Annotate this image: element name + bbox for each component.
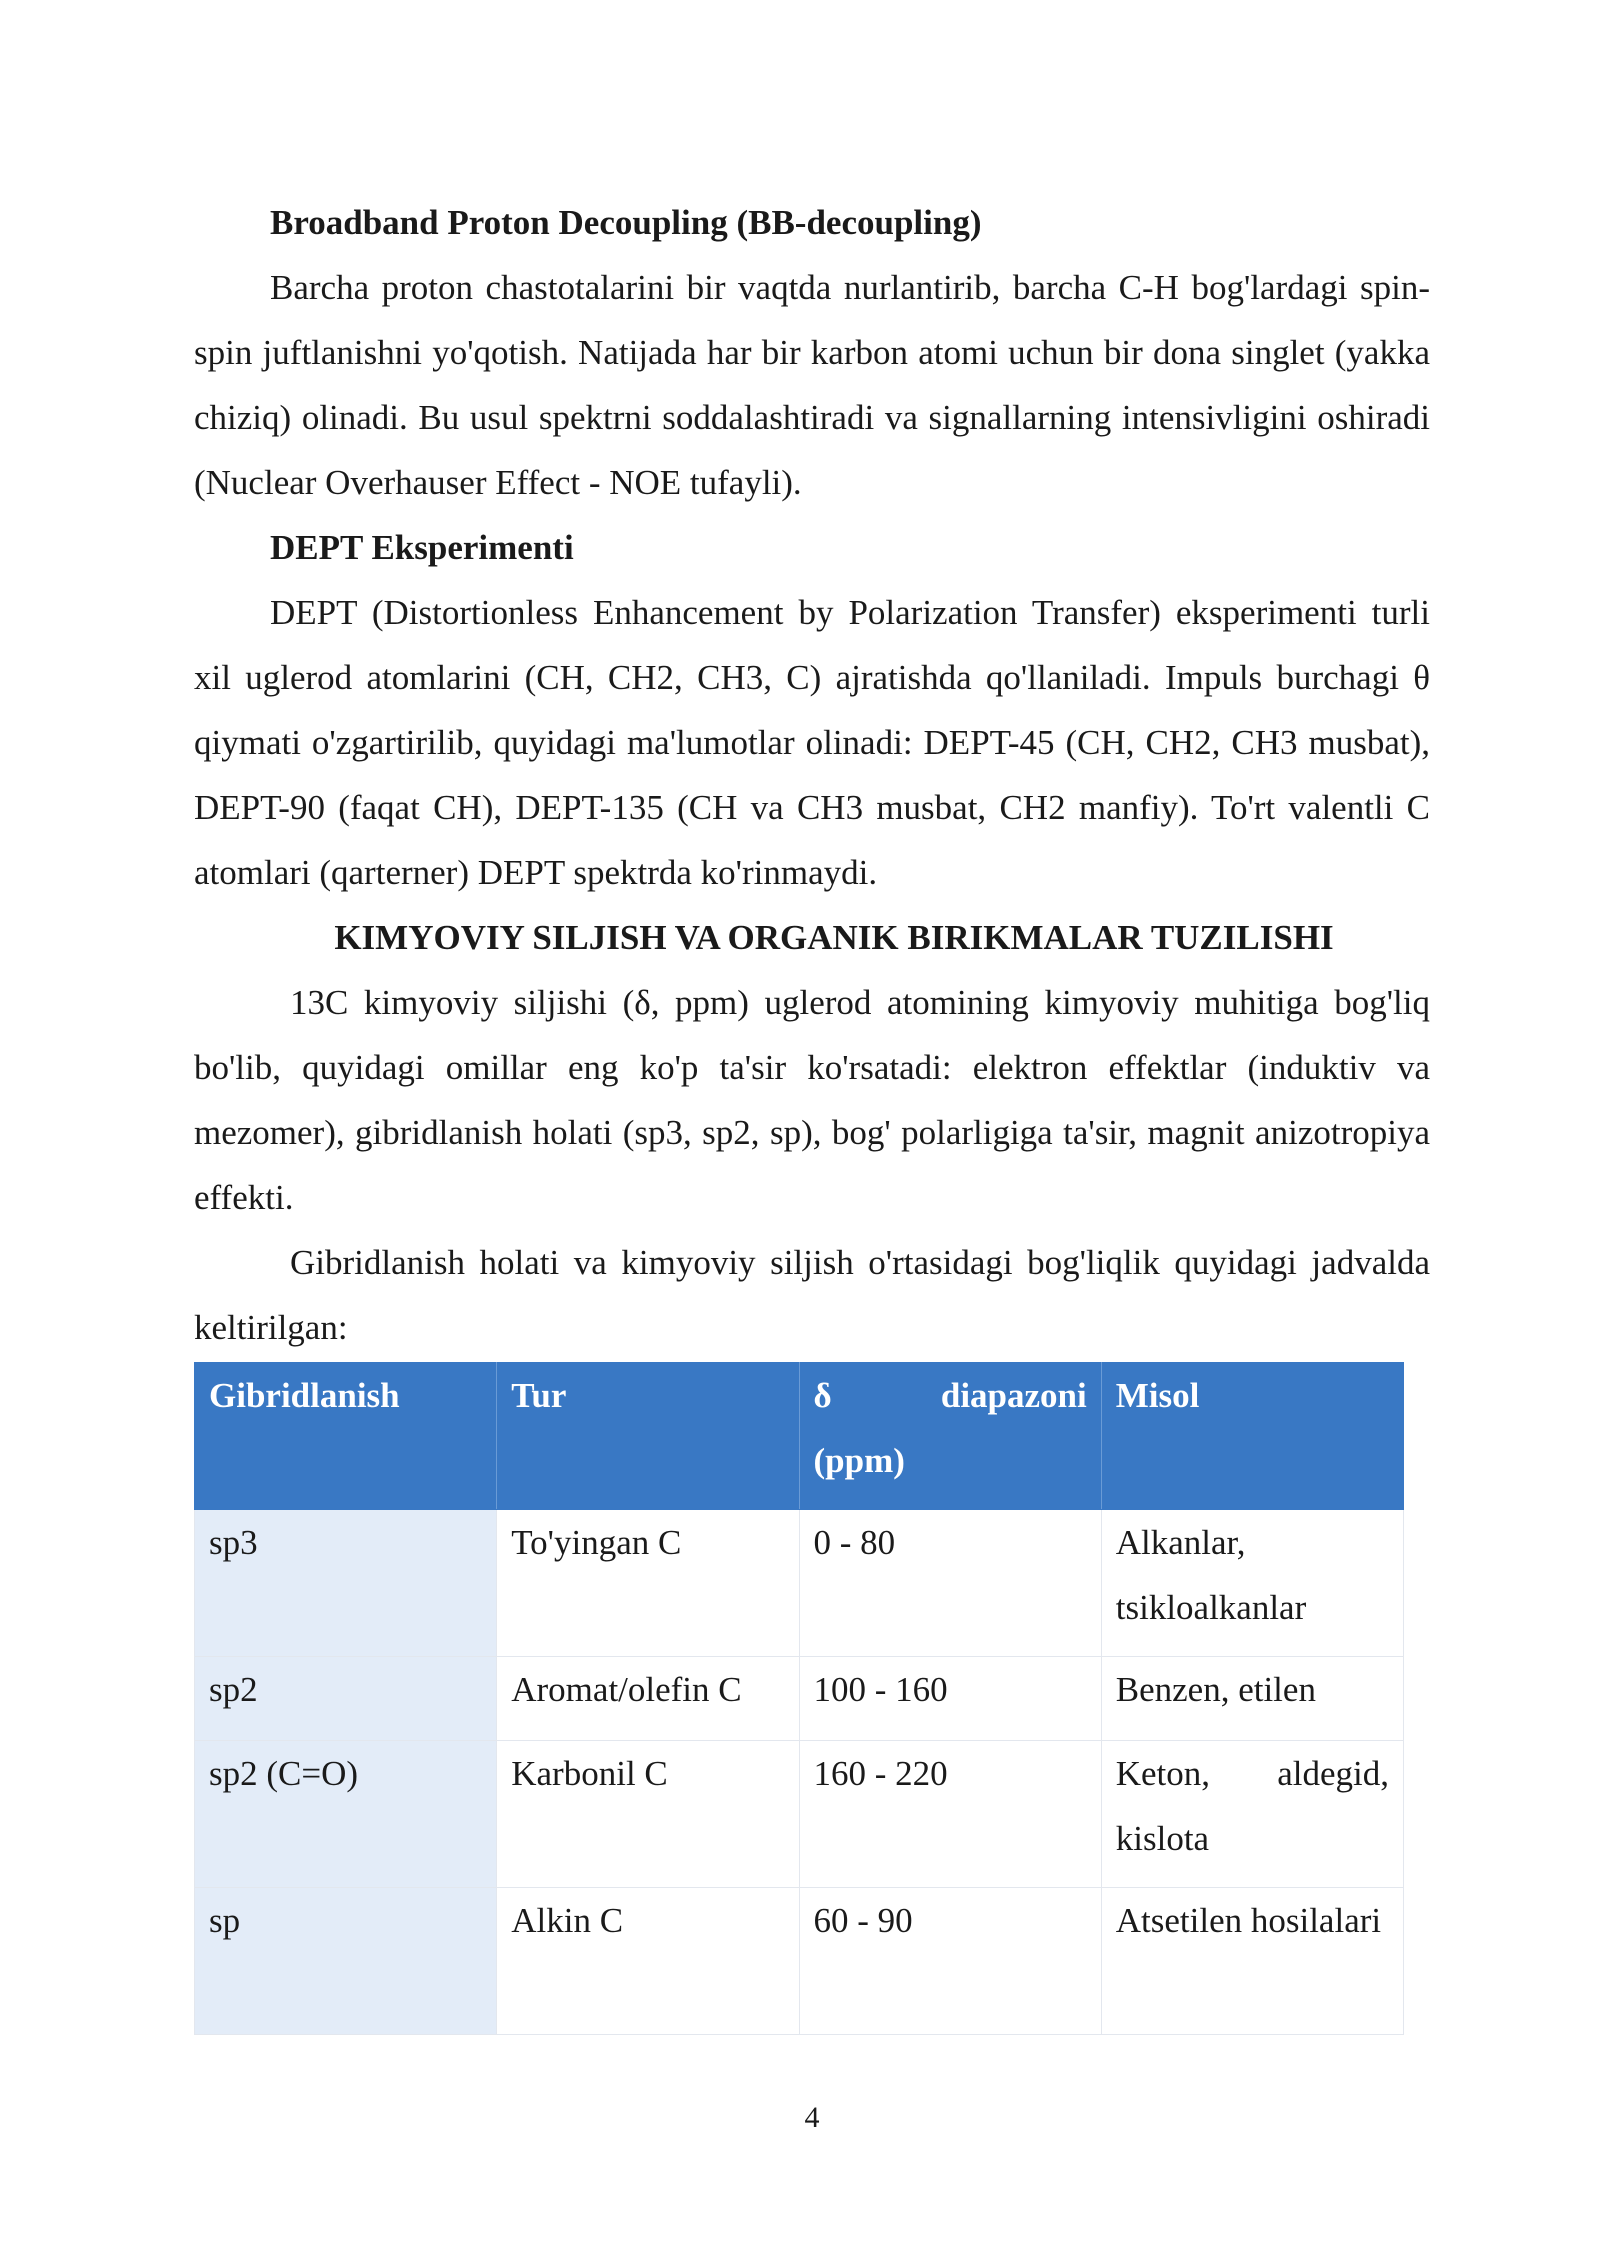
hybridization-shift-table (194, 1362, 1404, 2035)
chemical-shift-paragraph: 13C kimyoviy siljishi (δ, ppm) uglerod atomining kimyoviy muhitiga bog'liq bo'lib, quyidagi omillar eng ko'p ta'sir ko'rsatadi: elektron effektlar (induktiv va mezomer), gibridlanish holati (sp3, sp2, sp), bog' polarligiga ta'sir, magnit anizotropiya effekti. (194, 983, 1430, 1217)
dept-paragraph: DEPT (Distortionless Enhancement by Polarization Transfer) eksperimenti turli xil uglerod atomlarini (CH, CH2, CH3, C) ajratishda qo'llaniladi. Impuls burchagi θ qiymati o'zgartirilib, quyidagi ma'lumotlar olinadi: DEPT-45 (CH, CH2, CH3 musbat), DEPT-90 (faqat CH), DEPT-135 (CH va CH3 musbat, CH2 manfiy). To'rt valentli C atomlari (qarterner) DEPT spektrda ko'rinmaydi. (194, 593, 1430, 892)
header-ppm-unit: (ppm) (813, 1441, 905, 1480)
cell-hybridization: sp2 (C=O) (195, 1741, 497, 1888)
cell-example: Benzen, etilen (1101, 1657, 1403, 1741)
header-type: Tur (497, 1363, 799, 1510)
header-range-word: diapazoni (940, 1376, 1087, 1415)
cell-example: Atsetilen hosilalari (1101, 1888, 1403, 2035)
cell-hybridization: sp2 (195, 1657, 497, 1741)
dept-heading: DEPT Eksperimenti (270, 528, 574, 567)
cell-delta-range: 0 - 80 (799, 1510, 1101, 1657)
header-example: Misol (1101, 1363, 1403, 1510)
cell-type: To'yingan C (497, 1510, 799, 1657)
chemical-shift-section-heading: KIMYOVIY SILJISH VA ORGANIK BIRIKMALAR TUZILISHI (334, 918, 1334, 957)
table-row (195, 1741, 1404, 1888)
bb-decoupling-heading: Broadband Proton Decoupling (BB-decoupling) (270, 203, 982, 242)
cell-type: Alkin C (497, 1888, 799, 2035)
header-delta-symbol: δ (813, 1376, 832, 1415)
page-content (194, 190, 1430, 2035)
cell-hybridization: sp (195, 1888, 497, 2035)
cell-hybridization: sp3 (195, 1510, 497, 1657)
cell-type: Aromat/olefin C (497, 1657, 799, 1741)
header-delta-range (799, 1363, 1101, 1510)
bb-decoupling-paragraph: Barcha proton chastotalarini bir vaqtda nurlantirib, barcha C-H bog'lardagi spin-spin juftlanishni yo'qotish. Natijada har bir karbon atomi uchun bir dona singlet (yakka chiziq) olinadi. Bu usul spektrni soddalashtiradi va signallarning intensivligini oshiradi (Nuclear Overhauser Effect - NOE tufayli). (194, 268, 1430, 502)
table-intro-paragraph: Gibridlanish holati va kimyoviy siljish o'rtasidagi bog'liqlik quyidagi jadvalda keltirilgan: (194, 1243, 1430, 1347)
header-delta-range-line (814, 1363, 1087, 1428)
cell-type: Karbonil C (497, 1741, 799, 1888)
cell-example: Keton, aldegid, kislota (1101, 1741, 1403, 1888)
table-row (195, 1510, 1404, 1657)
cell-delta-range: 60 - 90 (799, 1888, 1101, 2035)
page-number: 4 (804, 2101, 820, 2134)
cell-example: Alkanlar, tsikloalkanlar (1101, 1510, 1403, 1657)
table-row (195, 1888, 1404, 2035)
table-row (195, 1657, 1404, 1741)
table-header-row (195, 1363, 1404, 1510)
cell-delta-range: 100 - 160 (799, 1657, 1101, 1741)
header-hybridization: Gibridlanish (195, 1363, 497, 1510)
cell-delta-range: 160 - 220 (799, 1741, 1101, 1888)
